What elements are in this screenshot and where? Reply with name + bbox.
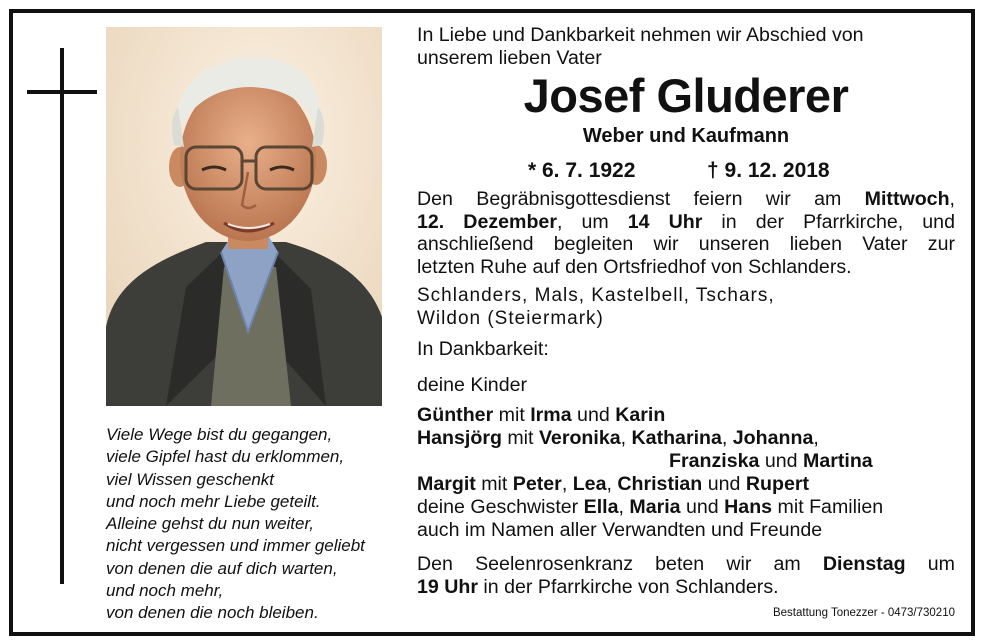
obituary-text [417, 24, 955, 598]
cross-horizontal-bar [27, 90, 97, 94]
family-row: Margit mit Peter, Lea, Christian und Rupert [417, 473, 810, 495]
obituary-frame [9, 9, 975, 636]
poem-line: nicht vergessen und immer geliebt [106, 536, 365, 556]
cross-vertical-bar [60, 48, 64, 584]
funeral-line: anschließend begleiten wir unseren lieben Vater zur [417, 233, 955, 255]
funeral-paragraph [417, 188, 955, 278]
birth-date: * 6. 7. 1922 [528, 159, 636, 182]
portrait-illustration [106, 27, 382, 406]
deceased-name: Josef Gluderer [523, 69, 849, 122]
places-line-1: Schlanders, Mals, Kastelbell, Tschars, [417, 285, 775, 306]
gratitude-label: In Dankbarkeit: [417, 338, 549, 360]
family-row: deine Geschwister Ella, Maria und Hans mit Familien [417, 496, 884, 518]
family-row: auch im Namen aller Verwandten und Freunde [417, 519, 823, 541]
poem-line: von denen die noch bleiben. [106, 603, 319, 623]
family-row: Franziska und Martina [669, 450, 873, 472]
life-dates [417, 158, 955, 184]
intro-line-2: unserem lieben Vater [417, 46, 602, 69]
profession: Weber und Kaufmann [582, 125, 790, 147]
funeral-home-credit: Bestattung Tonezzer - 0473/730210 [772, 607, 955, 619]
funeral-line: Den Begräbnisgottesdienst feiern wir am Mittwoch, [417, 188, 955, 210]
family-list [417, 404, 955, 542]
poem-line: viele Gipfel hast du erklommen, [106, 447, 345, 467]
portrait-photo [106, 27, 382, 406]
intro-line-1: In Liebe und Dankbarkeit nehmen wir Abschied von [417, 24, 864, 46]
family-row: Günther mit Irma und Karin [417, 404, 666, 426]
funeral-line: letzten Ruhe auf den Ortsfriedhof von Schlanders. [417, 255, 852, 278]
poem-line: viel Wissen geschenkt [106, 469, 275, 489]
death-date: † 9. 12. 2018 [707, 159, 830, 182]
places-line-2: Wildon (Steiermark) [417, 307, 604, 329]
poem-line: Viele Wege bist du gegangen, [106, 425, 333, 444]
family-row: Hansjörg mit Veronika, Katharina, Johanna, [417, 427, 819, 449]
children-label: deine Kinder [417, 373, 528, 396]
rosary-line: 19 Uhr in der Pfarrkirche von Schlanders. [417, 575, 779, 598]
places [417, 285, 955, 330]
rosary-paragraph [417, 553, 955, 598]
rosary-line: Den Seelenrosenkranz beten wir am Dienstag um [417, 553, 955, 575]
poem-line: von denen die auf dich warten, [106, 558, 338, 578]
poem-line: und noch mehr, [106, 581, 224, 601]
poem-line: und noch mehr Liebe geteilt. [106, 491, 321, 511]
poem [106, 424, 396, 625]
funeral-line: 12. Dezember, um 14 Uhr in der Pfarrkirche, und [417, 210, 955, 233]
poem-line: Alleine gehst du nun weiter, [106, 514, 314, 534]
